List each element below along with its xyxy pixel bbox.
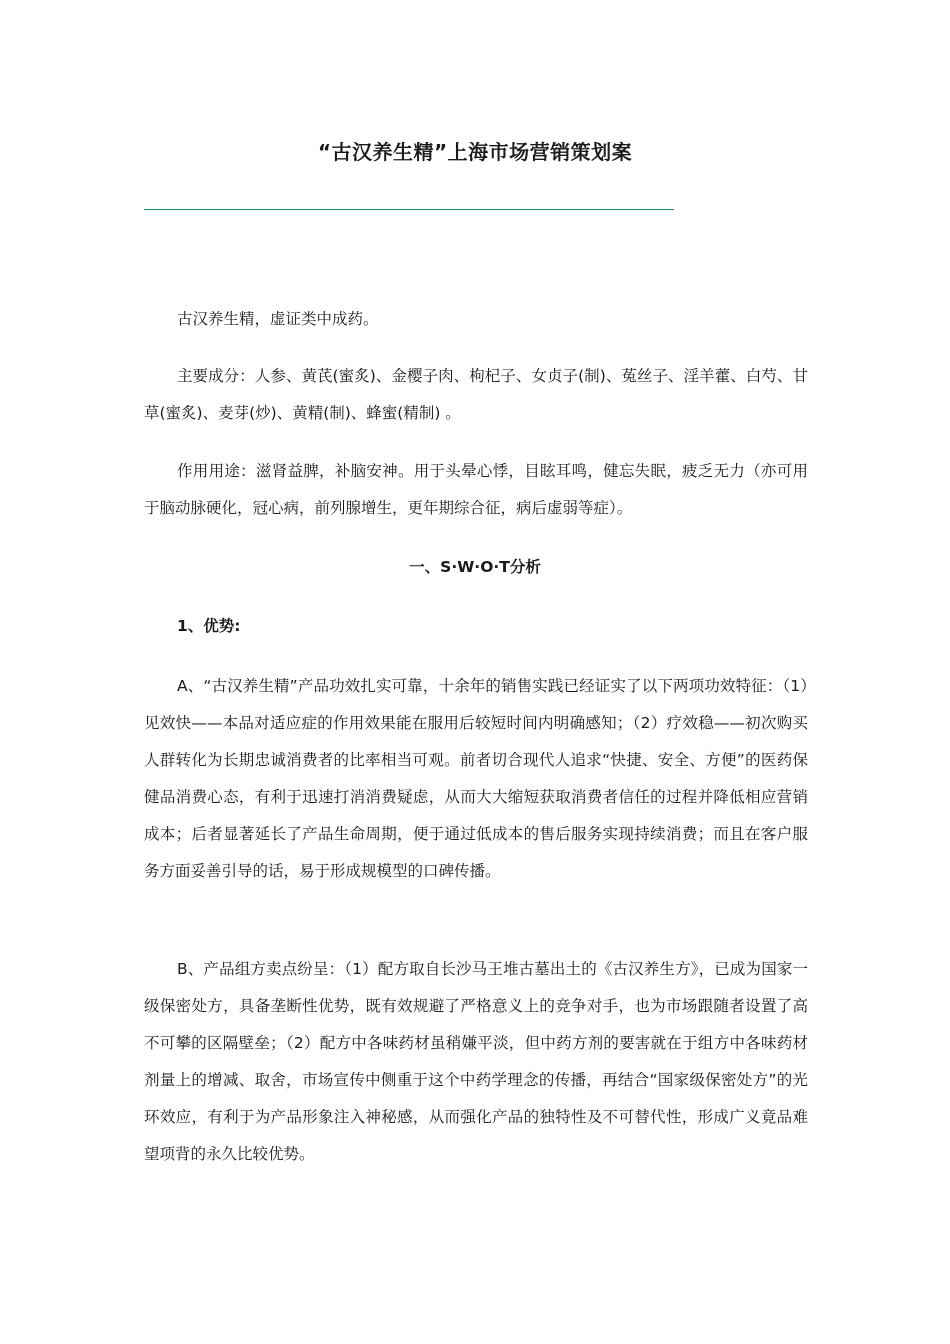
intro-paragraph-category: 古汉养生精，虚证类中成药。 bbox=[177, 310, 379, 328]
intro-paragraph-ingredients: 主要成分：人参、黄芪(蜜炙)、金樱子肉、枸杞子、女贞子(制)、菟丝子、淫羊藿、白芍、甘草(蜜炙)、麦芽(炒)、黄精(制)、蜂蜜(精制) 。 bbox=[144, 367, 808, 422]
document-title: “古汉养生精”上海市场营销策划案 bbox=[317, 140, 633, 164]
paragraph-strength-a: A、“古汉养生精”产品功效扎实可靠，十余年的销售实践已经证实了以下两项功效特征：（1）见效快——本品对适应症的作用效果能在服用后较短时间内明确感知；（2）疗效稳——初次购买人群转化为长期忠诚消费者的比率相当可观。前者切合现代人追求“快捷、安全、方便”的医药保健品消费心态，有利于迅速打消消费疑虑，从而大大缩短获取消费者信任的过程并降低相应营销成本；后者显著延长了产品生命周期，便于通过低成本的售后服务实现持续消费；而且在客户服务方面妥善引导的话，易于形成规模型的口碑传播。 bbox=[144, 677, 808, 880]
section-heading-swot: 一、S·W·O·T分析 bbox=[409, 558, 541, 576]
paragraph-strength-b: B、产品组方卖点纷呈：（1）配方取自长沙马王堆古墓出土的《古汉养生方》，已成为国家一级保密处方，具备垄断性优势，既有效规避了严格意义上的竞争对手，也为市场跟随者设置了高不可攀的区隔壁垒；（2）配方中各味药材虽稍嫌平淡，但中药方剂的要害就在于组方中各味药材剂量上的增减、取舍，市场宣传中侧重于这个中药学理念的传播，再结合“国家级保密处方”的光环效应，有利于为产品形象注入神秘感，从而强化产品的独特性及不可替代性，形成广义竟品难望项背的永久比较优势。 bbox=[144, 960, 808, 1163]
subheading-strengths: 1、优势: bbox=[177, 617, 241, 635]
title-divider bbox=[144, 209, 674, 210]
intro-paragraph-usage: 作用用途：滋肾益脾，补脑安神。用于头晕心悸，目眩耳鸣，健忘失眠，疲乏无力（亦可用于脑动脉硬化，冠心病，前列腺增生，更年期综合征，病后虚弱等症）。 bbox=[144, 462, 808, 517]
